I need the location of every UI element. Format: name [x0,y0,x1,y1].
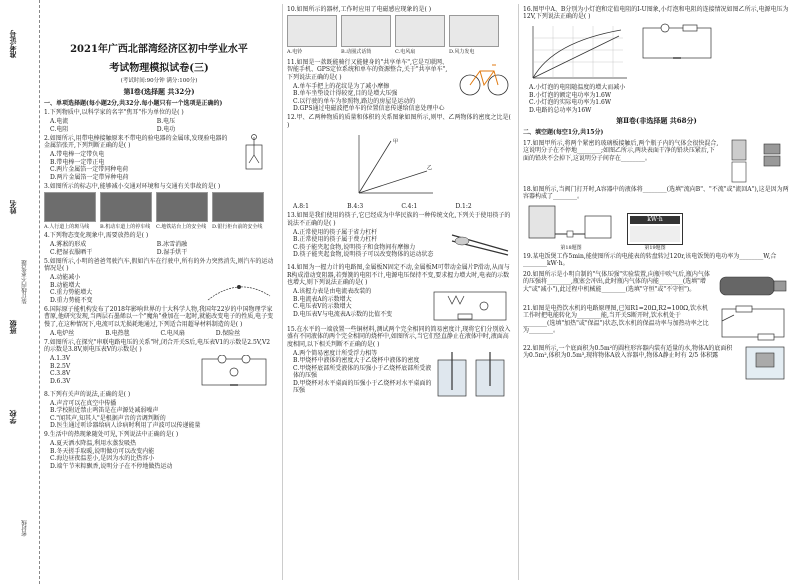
q11-options [287,83,453,113]
trajectory-figure [204,274,274,304]
option: C."闻其声,知其人"是根据声音的音调判断的 [50,414,166,422]
binding-warning: 装订线内不要答题 [22,260,28,304]
option: B.单车坐垫设计得较宽,目的是增大压强 [293,90,398,98]
option: A.两个简易密度计所受浮力相等 [293,349,378,357]
option: B.电压 [156,118,176,126]
fig19-caption: 第19题图 [644,244,666,251]
seat-label: 准考证号 [8,30,17,58]
question-5: 5.如图所示,小明的爸爸驾驶汽车,假如汽车在行驶中,所有的外力突然消失,则汽车的运动情况是( ) [44,257,274,273]
option: C.甲烧杯底部所受液体的压强小于乙烧杯底部所受液体的压强 [293,364,432,380]
caption: C.电风扇 [395,49,416,55]
question-18: 18.如图所示,当阀门打开时,A容器中的液体将________(选填"流向B"、"不流"或"流回A"),这是因为两容器构成了________。 [523,185,789,201]
energy-meter-display [630,226,680,242]
option: D.湿手烘干 [156,248,188,256]
q16-options [523,84,790,114]
option: C.重力势能增大 [50,289,93,297]
fig18-caption: 第18题图 [560,244,582,251]
name-label: 姓名 [8,200,17,214]
question-7: 7.如图所示,在探究"串联电路电压的关系"时,闭合开关S后,电压表V1的示数是2.5V,V2的示数是3.8V,则电压表V的示数是( ) [44,338,271,354]
option: C.电风扇 [160,329,185,337]
caption: B.机动车道上的停车线 [100,224,151,231]
option: B.冬天搓手取暖,说明做功可以改变内能 [50,447,155,455]
option: C.电阻 [50,125,69,133]
option: A.该握力表是由电流表改装的 [293,288,372,296]
option: D.端午节米粽飘香,说明分子在不停地做热运动 [50,462,173,470]
q5-options [44,274,204,304]
q13-options [287,229,448,263]
option: D.电压表V与电流表A示数的比值不变 [293,310,393,318]
density-meter-beakers [432,350,512,400]
question-17: 17.如图甲所示,将两个紧密的玻璃板接触后,两个瓶子内的气体会很快混合,这说明分子在不停地________;如图乙所示,两块表面干净的铅块压紧后,下面的铅块不会掉下,这说明分子间存在________。 [523,139,719,162]
option: C.小灯泡的实际电功率为1.6W [529,99,611,106]
caption: D.银行柜台前的安全线 [212,224,263,231]
q12-options [287,203,512,211]
question-16: 16.图甲中A、B分别为小灯泡和定值电阻的I-U图象,小灯泡和电阻的连接情况如图乙所示,电源电压为12V,下列说法正确的是( ) [523,5,789,20]
q2-options [44,151,231,181]
option: B.甲烧杯中液体的密度大于乙烧杯中液体的密度 [293,357,420,365]
diffusion-figure [724,138,790,184]
svg-text:乙: 乙 [427,164,433,171]
option: A.正常使用的筷子属于省力杠杆 [293,228,378,236]
option: A.动能减小 [50,274,81,282]
volume-1-heading: 第Ⅰ卷(选择题 共32分) [123,86,195,96]
question-12: 12.甲、乙两种物质的质量和体积的关系图象如图所示,则甲、乙两物体的密度之比是( ) [287,114,511,129]
section-1-heading: 一、单项选择题(每小题2分,共32分.每小题只有一个选项是正确的) [44,99,223,107]
fan-image [395,15,445,47]
option: A.夏天洒水降温,利用水蒸发吸热 [50,440,137,448]
school-label: 学校 [8,410,17,424]
caption: A.电铃 [287,49,303,55]
column-3 [518,4,790,580]
option: A.1.3V [50,355,71,363]
binding-note: 密封线 [22,520,28,537]
option: B.学校附近禁止鸣笛是在声源处减弱噪声 [50,407,159,415]
option: A.小灯泡的电阻随温度的增大而减小 [529,84,626,91]
q9-options [44,440,274,470]
option: A.电炉丝 [50,329,75,337]
option: A.带电棒一定带负电 [50,151,105,159]
exam-subtitle: 考试物理模拟试卷(三) [109,62,209,74]
option: C.把湿衣服晒干 [50,248,93,256]
q3-captions [44,224,274,230]
air-pressure-bottle [716,269,790,303]
photo-stop-line [100,192,152,222]
water-dispenser-circuit [716,303,790,343]
option: B.4:3 [347,203,364,211]
option: B.电流表A的示数增大 [293,295,352,303]
question-14: 14.如图为一握力计的电路图,金属板N固定不动,金属板M可带动金属片P滑动,从而与R构成滑动变阻器,若弹簧的电阻不计,电源电压保持不变,要求握力增大时,电表的示数也增大,则下列说法正确的是( ) [287,264,510,287]
option: D.甲烧杯对水平桌面的压强小于乙烧杯对水平桌面的压强 [293,379,432,395]
option: C.筷子能夹起食物,说明筷子和食物间有摩擦力 [293,243,416,251]
option: B.带电棒一定带正电 [50,158,105,166]
option: D.医生通过听诊器给病人诊病时利用了声波可以传递能量 [50,422,201,430]
q14-options [287,288,428,324]
caption: D.风力发电 [449,49,475,55]
q6-options [44,330,274,338]
question-15: 15.在水平的一端放置一些铜材料,测试两个完全相同的简易密度计,现将它们分别放入盛有不同液体的两个完全相同的烧杯中,如图所示,当它们竖直静止在液体中时,液面高度相同,以下相关判断不正确的是( ) [287,325,511,348]
option: D.保险丝 [215,329,241,337]
electroscope-figure [234,133,274,173]
photo-bank-line [212,192,264,222]
svg-text:甲: 甲 [393,138,399,145]
question-9: 9.生活中的热现象随处可见,下列说法中正确的是( ) [44,431,179,439]
q10-figures [287,15,512,47]
question-3: 3.如图所示的标志中,能够减小交通对环境和与交通有关事故的是( ) [44,182,221,190]
section-2-heading: 二、填空题(每空1分,共15分) [523,128,604,136]
series-circuit-figure [194,355,274,389]
exam-title: 2021年广西北部湾经济区初中学业水平 [70,44,248,55]
grip-meter-circuit [428,288,512,324]
option: B.正常使用的筷子属于费力杠杆 [293,236,378,244]
chopsticks-figure [448,229,512,263]
option: D.电路的总功率为16W [529,106,592,114]
binding-strip [0,0,40,584]
option: A.8:1 [293,203,309,211]
option: C.两片金属箔一定带同种电荷 [50,166,129,174]
caption: B.动圈式话筒 [341,49,372,55]
cylinder-container [740,343,790,383]
question-20: 20.如图所示是小明自制的"气体压强"实验装置,向瓶中吹气后,瓶内气体的压强将________,瓶塞会冲出,此时瓶内气体的内能________(选填"增大"或"减小"),此过程中机械能________(选填"守恒"或"不守恒")。 [523,270,710,293]
caption: C.地铁站台上的安全线 [156,224,207,231]
option: C.4:1 [401,203,418,211]
question-13: 13.如图是我们使用的筷子,它已经成为中华民族的一种传统文化,下列关于使用筷子的说法不正确的是( ) [287,212,511,227]
question-2: 2.如图所示,用带电棒接触原来不带电的验电器的金属球,发现验电器的金属箔张开,下列判断正确的是( ) [44,134,228,150]
option: B.小灯泡的额定电功率为1.6W [529,91,612,99]
option: A.单车手把上的花纹是为了减小摩擦 [293,82,390,90]
option: C.以行驶的单车为参照物,路边的房屋是运动的 [293,97,416,105]
option: A.声音可以在真空中传播 [50,399,117,407]
option: B.动能增大 [50,281,81,289]
question-1: 1.下列物质中,以科学家的名字"焦耳"作为单位的是( ) [44,109,184,117]
option: D.两片金属箔一定带异种电荷 [50,173,129,181]
question-19: 19.某电饭煲工作5min,能使图所示的电能表的转盘转过120r,该电饭煲的电功率为________W,合________kW·h。 [523,252,777,267]
q7-options [44,355,194,389]
option: A.电流 [50,118,69,126]
energy-meter-unit: kW·h [630,216,680,224]
option: C.3.8V [50,370,71,378]
question-22: 22.如图所示,一个底面积为0.5m²的圆柱形容器内装有适量的水,物体A的底面积为0.5m²,体积为0.5m³,现将物体A放入容器中,物体A静止时有 2/5 体积露 [523,344,733,359]
caption: A.人行道上的斑马线 [44,224,90,231]
option: D.6.3V [50,377,71,385]
question-10: 10.如图所示的器材,工作时应用了电磁感应现象的是( ) [287,5,432,13]
option: B.电热毯 [105,329,130,337]
option: C.海边昼夜温差小,是因为水的比热容小 [50,455,155,463]
class-label: 班级 [8,320,17,334]
option: D.1:2 [455,203,472,211]
column-2 [282,4,512,580]
option: D.重力势能不变 [50,296,93,304]
microphone-image [341,15,391,47]
q3-figures [44,192,274,222]
q4-options [44,241,274,256]
iu-graph [523,22,633,84]
q8-options [44,400,274,430]
question-4: 4.下列物态变化现象中,需要放热的是( ) [44,232,149,240]
question-6: 6.国际原子能机构发布了2018年影响世界的十大科学人物,我国年22岁的中国物理学家曹原,他研究发现,当两层石墨烯以一个"魔角"叠加在一起时,就能改变电子的性质,电子变慢了,在这种情况下,电流可以无损耗地通过,下列适合用超导材料制造的是( ) [44,305,274,328]
option: C.电压表V的示数增大 [293,303,352,311]
photo-platform-line [156,192,208,222]
energy-meter [627,213,683,245]
question-21: 21.如图是电热饮水机的电路原理图,已知R1=20Ω,R2=100Ω,饮水机工作时把电能转化为________能,当开关S断开时,饮水机处于________(选填"加热"或"保温")状态,饮水机的保温功率与加热功率之比为________。 [523,304,709,334]
option: A.雾凇的形成 [50,241,87,249]
volume-2-heading: 第Ⅱ卷(非选择题 共68分) [616,116,697,125]
question-8: 8.下列有关声的说法,正确的是( ) [44,390,131,398]
q15-options [287,350,432,400]
option: B.2.5V [50,362,71,370]
photo-crosswalk [44,192,96,222]
bicycle-figure [456,57,512,97]
option: D.电功 [156,125,176,133]
electric-bell-image [287,15,337,47]
q1-options [44,118,274,133]
mass-volume-graph [347,131,437,201]
option: D.筷子能夹起食物,说明筷子可以改变物体的运动状态 [293,251,434,259]
option: D.GPS通过电磁波把单车的位置信息传递给信息处理中心 [293,105,445,113]
option: B.冰雪消融 [156,241,188,249]
lamp-resistor-circuit [637,22,717,68]
connected-containers [523,202,619,242]
exam-meta: (考试时间:90分钟 满分:100分) [120,78,198,84]
column-1 [44,4,274,580]
wind-turbine-image [449,15,499,47]
q10-captions [287,49,512,55]
question-11: 11.如图是一款既能骑行又能健身的"共享单车",它是互联网、智能手机、GPS定位系统和单车的资源整合,关于"共享单车",下列说法正确的是( ) [287,58,448,81]
